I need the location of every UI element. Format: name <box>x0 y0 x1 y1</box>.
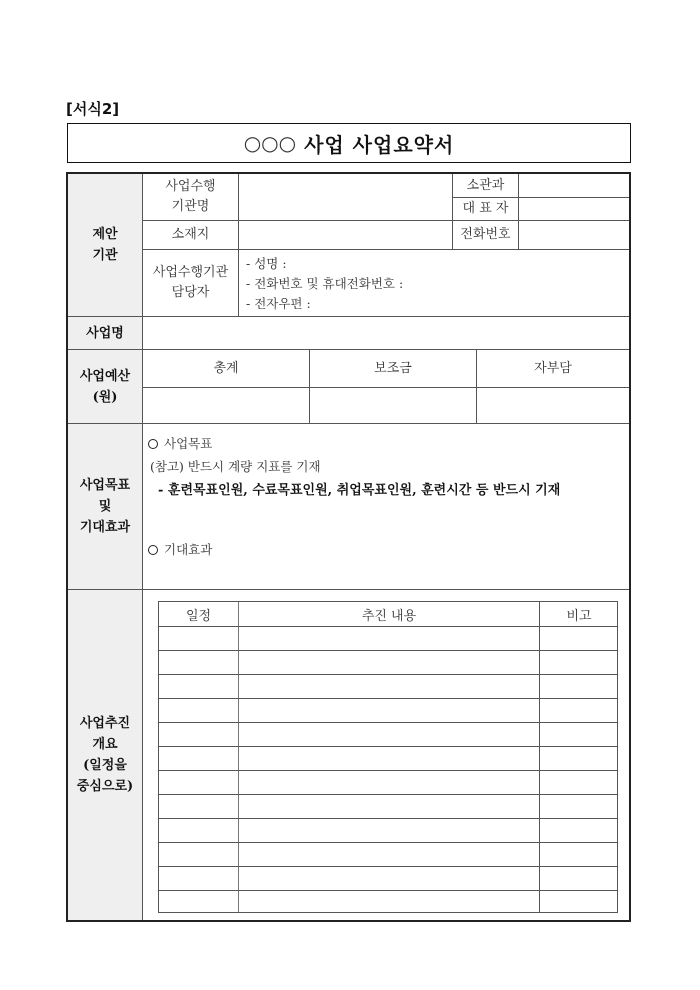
table-row[interactable] <box>159 674 617 675</box>
section-label-line: 기관 <box>92 248 118 263</box>
budget-subsidy-field[interactable] <box>310 388 476 423</box>
budget-subsidy-header: 보조금 <box>374 360 412 376</box>
budget-self-funding-header: 자부담 <box>534 360 572 376</box>
title-placeholder-circles: ○○○ <box>243 131 297 155</box>
document-title <box>67 123 631 163</box>
budget-total-header: 총계 <box>213 360 239 376</box>
hollow-circle-bullet-icon <box>148 545 158 555</box>
org-name-label <box>143 174 238 220</box>
table-row[interactable] <box>159 722 617 723</box>
label-line: 사업목표 <box>79 478 131 493</box>
label-line: 중심으로) <box>76 779 134 794</box>
org-name-field[interactable] <box>239 174 452 220</box>
phone-field[interactable] <box>519 221 629 249</box>
contact-person-label <box>143 250 238 316</box>
project-name-label: 사업명 <box>68 317 142 349</box>
schedule-header-content: 추진 내용 <box>361 608 417 624</box>
phone-label: 전화번호 <box>460 227 511 242</box>
contact-name-field[interactable]: - 성명 : <box>246 256 287 271</box>
label-line: 및 <box>98 499 112 514</box>
label-line: 담당자 <box>171 285 210 300</box>
goals-label <box>68 424 142 589</box>
table-row[interactable] <box>159 746 617 747</box>
table-row[interactable] <box>159 626 617 627</box>
label-line: 사업예산 <box>79 368 131 384</box>
schedule-header-remarks: 비고 <box>566 608 592 624</box>
table-row[interactable] <box>159 818 617 819</box>
representative-label: 대 표 자 <box>462 201 509 216</box>
effect-heading-text: 기대효과 <box>164 542 213 557</box>
label-line: 기대효과 <box>79 520 131 535</box>
budget-label <box>68 350 142 423</box>
goals-content-area[interactable] <box>143 424 629 589</box>
budget-total-field[interactable] <box>143 388 309 423</box>
summary-form-table <box>66 172 631 922</box>
schedule-table <box>158 601 618 913</box>
title-text: 사업 사업요약서 <box>304 132 455 157</box>
goal-heading <box>148 434 212 452</box>
goal-emphasis-instruction: - 훈련목표인원, 수료목표인원, 취업목표인원, 훈련시간 등 반드시 기재 <box>158 483 561 498</box>
address-label: 소재지 <box>171 227 210 242</box>
table-row[interactable] <box>159 866 617 867</box>
schedule-label <box>68 590 142 920</box>
table-row[interactable] <box>159 842 617 843</box>
goal-note: (참고) 반드시 계량 지표를 기재 <box>150 459 321 474</box>
label-line: 사업수행기관 <box>152 265 229 280</box>
contact-email-field[interactable]: - 전자우편 : <box>246 296 311 311</box>
dept-label: 소관과 <box>466 177 505 193</box>
label-line: 기관명 <box>171 199 210 214</box>
section-label-line: 제안 <box>92 227 118 242</box>
project-name-field[interactable] <box>143 317 629 349</box>
table-row[interactable] <box>159 794 617 795</box>
label-line: 사업수행 <box>165 179 216 194</box>
table-row[interactable] <box>159 890 617 891</box>
table-row[interactable] <box>159 698 617 699</box>
divider <box>68 589 629 590</box>
label-line: 사업추진 <box>79 716 131 731</box>
address-field[interactable] <box>239 221 452 249</box>
divider <box>68 423 629 424</box>
hollow-circle-bullet-icon <box>148 439 158 449</box>
effect-heading <box>148 540 212 558</box>
contact-phone-field[interactable]: - 전화번호 및 휴대전화번호 : <box>246 276 404 291</box>
label-line: (원) <box>92 389 118 405</box>
representative-field[interactable] <box>519 198 629 220</box>
label-line: (일정을 <box>83 758 127 773</box>
table-row[interactable] <box>159 650 617 651</box>
goal-heading-text: 사업목표 <box>164 436 213 451</box>
form-number-label: [서식2] <box>66 100 120 118</box>
section-label-proposer <box>68 174 142 316</box>
label-line: 개요 <box>92 737 118 752</box>
table-row[interactable] <box>159 770 617 771</box>
schedule-header-date: 일정 <box>185 608 212 624</box>
dept-field[interactable] <box>519 174 629 197</box>
budget-self-funding-field[interactable] <box>477 388 629 423</box>
